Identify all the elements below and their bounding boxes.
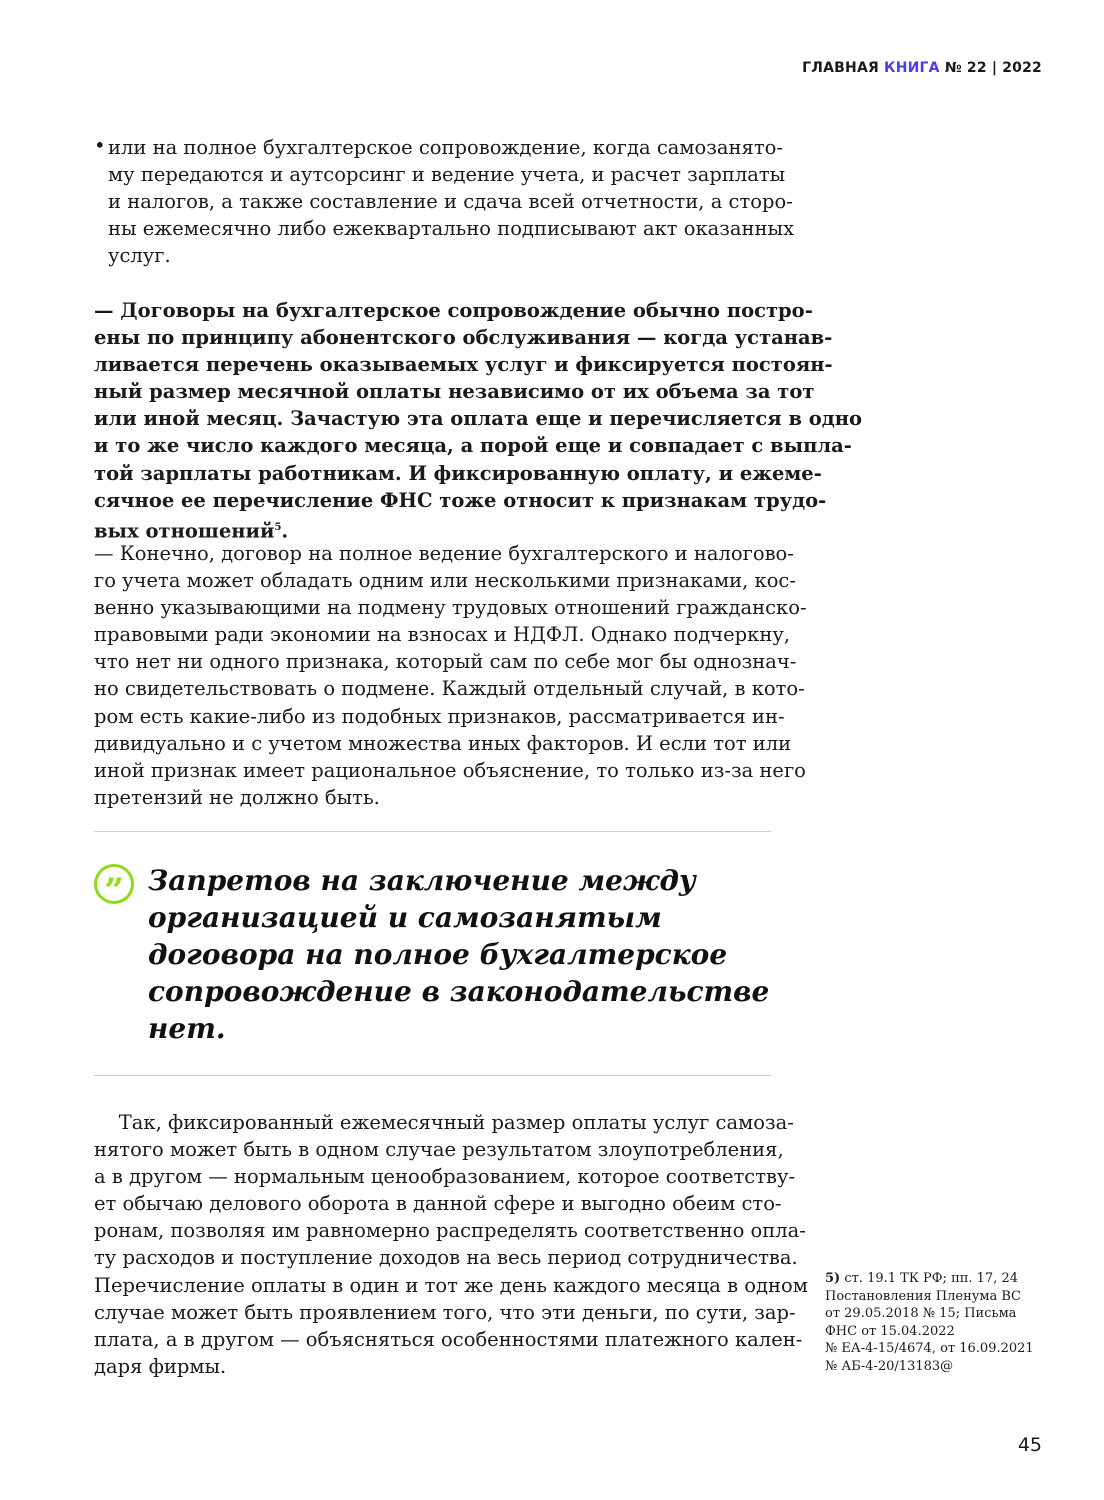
text-line: ет обычаю делового оборота в данной сфере и выгодно обеим сто- — [94, 1192, 782, 1216]
text-line: — Конечно, договор на полное ведение бухгалтерского и налогово- — [94, 542, 794, 565]
text-line: ный размер месячной оплаты независимо от их объема за тот — [94, 380, 815, 404]
text-line: иной признак имеет рациональное объяснение, то только из-за него — [94, 758, 806, 782]
closing-paragraph — [94, 1109, 808, 1380]
bullet-paragraph — [108, 134, 795, 269]
text-line: му передаются и аутсорсинг и ведение учета, и расчет зарплаты — [108, 163, 786, 187]
text-line: дивидуально и с учетом множества иных факторов. И если тот или — [94, 731, 792, 755]
quote-icon: ” — [94, 864, 134, 904]
footnote-text: ст. 19.1 ТК РФ; пп. 17, 24 — [840, 1271, 1019, 1286]
text-line: правовыми ради экономии на взносах и НДФЛ. Однако подчеркну, — [94, 623, 791, 647]
pull-quote-line: организацией и самозанятым — [148, 901, 662, 934]
footnote-line: от 29.05.2018 № 15; Письма — [825, 1306, 1017, 1321]
interview-answer — [94, 540, 807, 811]
text-line: что нет ни одного признака, который сам по себе мог бы однознач- — [94, 650, 797, 674]
pull-quote-line: Запретов на заключение между — [148, 864, 696, 897]
pull-quote-line: договора на полное бухгалтерское — [148, 938, 728, 971]
text-line: ронам, позволяя им равномерно распределять соответственно опла- — [94, 1219, 806, 1243]
footnote-ref[interactable]: 5 — [274, 521, 282, 533]
text-line: Перечисление оплаты в один и тот же день каждого месяца в одном — [94, 1273, 808, 1297]
text-line: услуг. — [108, 244, 171, 268]
text-fragment: . — [281, 519, 289, 543]
text-line: — Договоры на бухгалтерское сопровождение обычно постро- — [94, 299, 813, 322]
footnote — [825, 1270, 1034, 1375]
text-line: и то же число каждого месяца, а порой еще и совпадает с выпла- — [94, 434, 852, 458]
text-line: ливается перечень оказываемых услуг и фиксируется постоян- — [94, 353, 833, 377]
page-number: 45 — [1017, 1434, 1042, 1456]
header-title: ГЛАВНАЯ — [802, 60, 879, 76]
text-line: ены по принципу абонентского обслуживания — когда устанав- — [94, 326, 833, 350]
text-line: сячное ее перечисление ФНС тоже относит к признакам трудо- — [94, 488, 827, 512]
text-line: случае может быть проявлением того, что эти деньги, по сути, зар- — [94, 1300, 796, 1324]
text-line: но свидетельствовать о подмене. Каждый отдельный случай, в кото- — [94, 677, 805, 701]
pull-quote-line: нет. — [148, 1012, 226, 1045]
text-line: ту расходов и поступление доходов на весь период сотрудничества. — [94, 1246, 798, 1270]
text-line: той зарплаты работникам. И фиксированную оплату, и ежеме- — [94, 461, 822, 485]
text-line: венно указывающими на подмену трудовых отношений гражданско- — [94, 596, 807, 620]
text-line: а в другом — нормальным ценообразованием, которое соответству- — [94, 1165, 796, 1189]
text-fragment: вых отношений — [94, 519, 275, 543]
header-issue: № 22 | 2022 — [944, 60, 1042, 76]
footnote-number: 5) — [825, 1271, 841, 1286]
text-line: или на полное бухгалтерское сопровождение, когда самозанято- — [108, 136, 783, 159]
footnote-line: Постановления Пленума ВС — [825, 1288, 1021, 1304]
pull-quote-line: сопровождение в законодательстве — [148, 975, 770, 1008]
divider-bottom — [94, 1075, 771, 1076]
header-title-accent: КНИГА — [884, 60, 940, 76]
pull-quote — [148, 862, 769, 1047]
text-line: ром есть какие-либо из подобных признаков, рассматривается ин- — [94, 704, 785, 728]
text-line — [94, 514, 771, 541]
text-line: или иной месяц. Зачастую эта оплата еще и перечисляется в одно — [94, 407, 863, 431]
footnote-line: № ЕА-4-15/4674, от 16.09.2021 — [825, 1341, 1034, 1356]
footnote-line: ФНС от 15.04.2022 — [825, 1323, 955, 1339]
text-line: плата, а в другом — объясняться особенностями платежного кален- — [94, 1327, 803, 1351]
text-line: и налогов, а также составление и сдача всей отчетности, а сторо- — [108, 190, 793, 214]
interview-question — [94, 297, 863, 543]
footnote-line — [825, 1270, 1034, 1288]
magazine-header — [802, 60, 1042, 76]
text-line: го учета может обладать одним или несколькими признаками, кос- — [94, 569, 796, 593]
footnote-line: № АБ-4-20/13183@ — [825, 1358, 954, 1374]
text-line: даря фирмы. — [94, 1354, 227, 1378]
text-line: нятого может быть в одном случае результатом злоупотребления, — [94, 1138, 784, 1162]
divider-top — [94, 831, 771, 832]
text-line: Так, фиксированный ежемесячный размер оплаты услуг самоза- — [94, 1111, 794, 1134]
text-line: ны ежемесячно либо ежеквартально подписывают акт оказанных — [108, 217, 795, 241]
bullet-icon: • — [94, 134, 106, 157]
text-line: претензий не должно быть. — [94, 785, 380, 809]
